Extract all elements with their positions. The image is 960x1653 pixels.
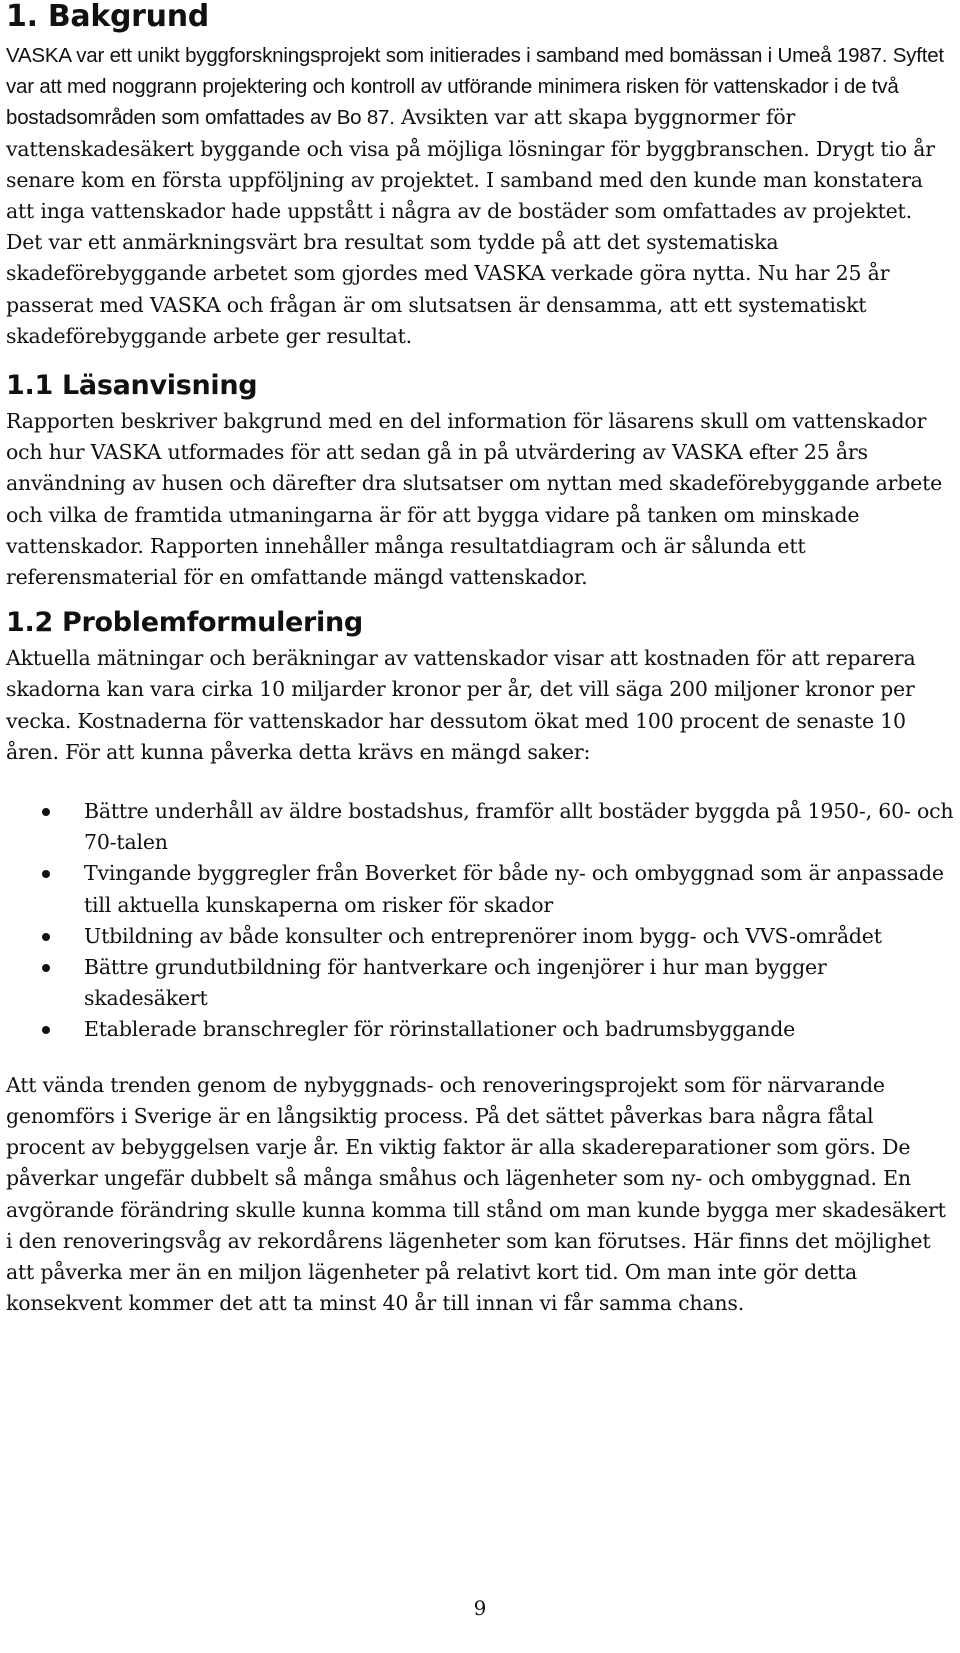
problem-bullet-list [6,796,954,1046]
bullet-icon [42,964,50,972]
section-1-1-paragraph: Rapporten beskriver bakgrund med en del information för läsarens skull om vattenskador och hur VASKA utformades för att sedan gå in på utvärdering av VASKA efter 25 års användning av husen och därefter dra slutsatser om nyttan med skadeförebyggande arbete och vilka de framtida utmaningarna är för att bygga vidare på tanken om minskade vattenskador. Rapporten innehåller många resultatdiagram och är sålunda ett referensmaterial för en omfattande mängd vattenskador. [6,409,943,590]
list-item-text: Bättre underhåll av äldre bostadshus, framför allt bostäder byggda på 1950-, 60- och 70-talen [84,799,954,855]
section-1-2-heading: 1.2 Problemformulering [6,607,363,639]
list-item [6,796,954,858]
list-item-text: Tvingande byggregler från Boverket för både ny- och ombyggnad som är anpassade till aktuella kunskaperna om risker för skador [84,861,944,917]
page-number: 9 [473,1596,487,1620]
bullet-icon [42,808,50,816]
list-item [6,858,954,920]
list-item-text: Bättre grundutbildning för hantverkare och ingenjörer i hur man bygger skadesäkert [84,955,827,1011]
section-1-paragraph-part2: Avsikten var att skapa byggnormer för vattenskadesäkert byggande och visa på möjliga lösningar för byggbranschen. Drygt tio år senare kom en första uppföljning av projektet. I samband med den kunde man konstatera att inga vattenskador hade uppstått i några av de bostäder som omfattades av projektet. Det var ett anmärkningsvärt bra resultat som tydde på att det systematiska skadeförebyggande arbetet som gjordes med VASKA verkade göra nytta. Nu har 25 år passerat med VASKA och frågan är om slutsatsen är densamma, att ett systematiskt skadeförebyggande arbete ger resultat. [6,105,935,348]
section-1-2-closing: Att vända trenden genom de nybyggnads- och renoveringsprojekt som för närvarande genomförs i Sverige är en långsiktig process. På det sättet påverkas bara några fåtal procent av bebyggelsen varje år. En viktig faktor är alla skadereparationer som görs. De påverkar ungefär dubbelt så många småhus och lägenheter som ny- och ombyggnad. En avgörande förändring skulle kunna komma till stånd om man kunde bygga mer skadesäkert i den renoveringsvåg av rekordårens lägenheter som kan förutses. Här finns det möjlighet att påverka mer än en miljon lägenheter på relativt kort tid. Om man inte gör detta konsekvent kommer det att ta minst 40 år till innan vi får samma chans. [6,1072,946,1316]
list-item-text: Utbildning av både konsulter och entreprenörer inom bygg- och VVS-området [84,923,882,948]
section-1-paragraph [6,40,954,352]
section-1-paragraph-part1: VASKA var ett unikt byggforskningsprojekt som initierades i samband med bomässan i Umeå 1987. Syftet var att med noggrann projektering och kontroll av utförande minimera risken för vattenskador i de två bostadsområden som omfattades av Bo 87. [6,44,944,130]
section-1-heading: 1. Bakgrund [6,0,209,34]
document-page [6,0,954,1653]
bullet-icon [42,933,50,941]
list-item [6,1014,954,1045]
bullet-icon [42,1026,50,1034]
list-item-text: Etablerade branschregler för rörinstallationer och badrumsbyggande [84,1017,796,1042]
bullet-icon [42,870,50,878]
section-1-2-intro: Aktuella mätningar och beräkningar av vattenskador visar att kostnaden för att reparera skadorna kan vara cirka 10 miljarder kronor per år, det vill säga 200 miljoner kronor per vecka. Kostnaderna för vattenskador har dessutom ökat med 100 procent de senaste 10 åren. För att kunna påverka detta krävs en mängd saker: [6,646,916,764]
list-item [6,952,954,1014]
list-item [6,921,954,952]
section-1-1-heading: 1.1 Läsanvisning [6,370,258,402]
